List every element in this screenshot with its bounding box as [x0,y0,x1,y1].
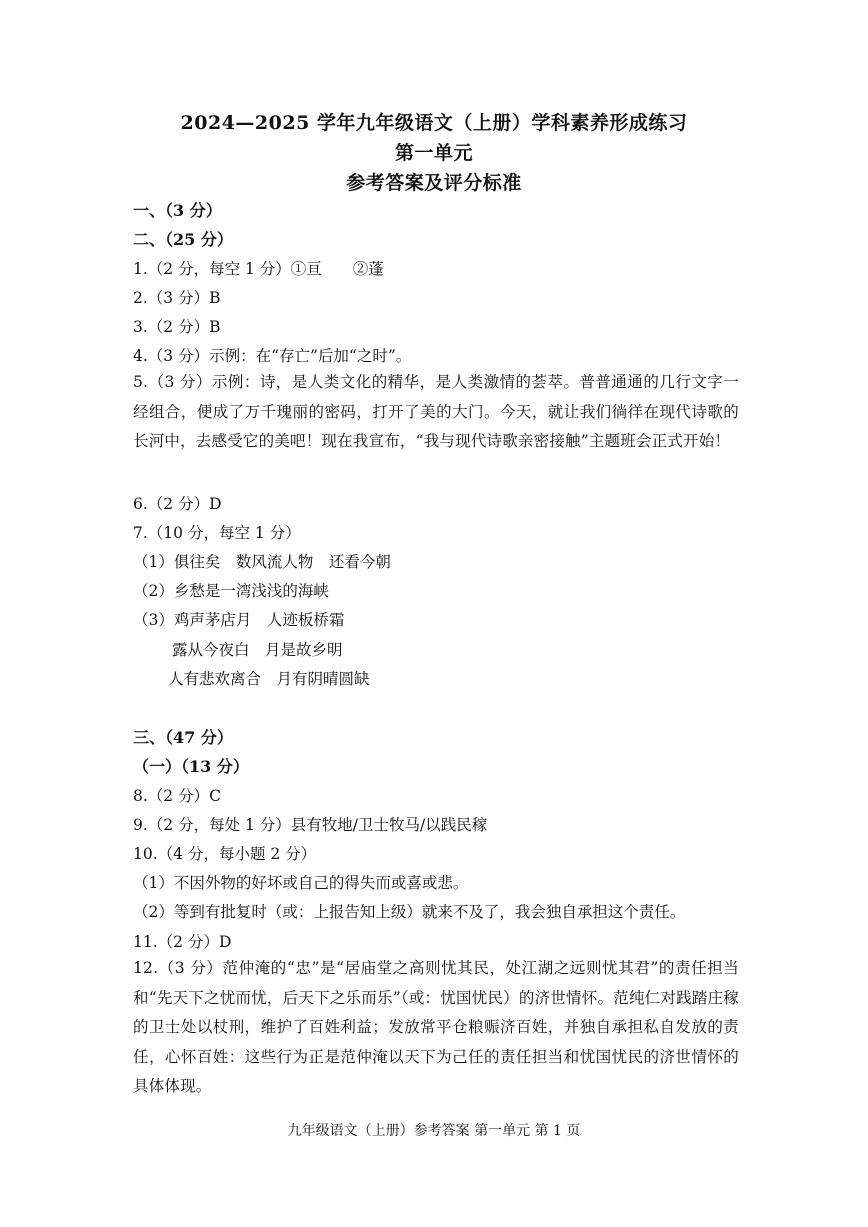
answer-9: 9.（2 分，每处 1 分）县有牧地/卫士牧马/以践民稼 [133,816,488,834]
section-heading-2: 二、（25 分） [133,230,233,249]
answer-7-part-1: （1）俱往矣 数风流人物 还看今朝 [133,553,391,571]
answer-3: 3.（2 分）B [133,318,221,336]
answer-6: 6.（2 分）D [133,495,222,513]
answer-12: 12.（3 分）范仲淹的“忠”是“居庙堂之高则忧其民，处江湖之远则忧其君”的责任担当和“先天下之忧而忧，后天下之乐而乐”（或：忧国忧民）的济世情怀。范纯仁对践踏庄稼的卫士处以杖刑，维护了百姓利益；发放常平仓粮赈济百姓，并独自承担私自发放的责任，心怀百姓：这些行为正是范仲淹以天下为己任的责任担当和忧国忧民的济世情怀的具体体现。 [133,959,739,1095]
answer-7-part-3-line-1: （3）鸡声茅店月 人迹板桥霜 [133,611,345,629]
document-title: 2024—2025 学年九年级语文（上册）学科素养形成练习 [180,112,688,134]
answer-4: 4.（3 分）示例：在“存亡”后加“之时”。 [133,347,412,365]
unit-heading: 第一单元 [394,142,473,164]
answer-7-part-3-line-3: 人有悲欢离合 月有阴晴圆缺 [168,670,370,688]
answer-5: 5.（3 分）示例：诗，是人类文化的精华，是人类激情的荟萃。普普通通的几行文字一经组合，便成了万千瑰丽的密码，打开了美的大门。今天，就让我们徜徉在现代诗歌的长河中，去感受它的美吧！现在我宣布，“我与现代诗歌亲密接触”主题班会正式开始！ [133,373,739,450]
answer-7-part-2: （2）乡愁是一湾浅浅的海峡 [133,582,329,600]
section-heading-1: 一、（3 分） [133,201,222,220]
section-heading-3: 三、（47 分） [133,728,233,747]
answer-10: 10.（4 分，每小题 2 分） [133,845,317,863]
answer-10-part-2: （2）等到有批复时（或：上报告知上级）就来不及了，我会独自承担这个责任。 [133,903,686,921]
page-footer: 九年级语文（上册）参考答案 第一单元 第 1 页 [287,1123,581,1139]
answer-7: 7.（10 分，每空 1 分） [133,524,301,542]
subsection-heading-3-1: （一）（13 分） [133,757,249,776]
answer-7-part-3-line-2: 露从今夜白 月是故乡明 [172,641,343,659]
answer-11: 11.（2 分）D [133,933,232,951]
answer-1: 1.（2 分，每空 1 分）①亘 ②蓬 [133,260,384,278]
answer-10-part-1: （1）不因外物的好坏或自己的得失而或喜或悲。 [133,874,469,892]
answer-2: 2.（3 分）B [133,289,221,307]
document-subtitle: 参考答案及评分标准 [346,172,522,194]
answer-8: 8.（2 分）C [133,787,221,805]
